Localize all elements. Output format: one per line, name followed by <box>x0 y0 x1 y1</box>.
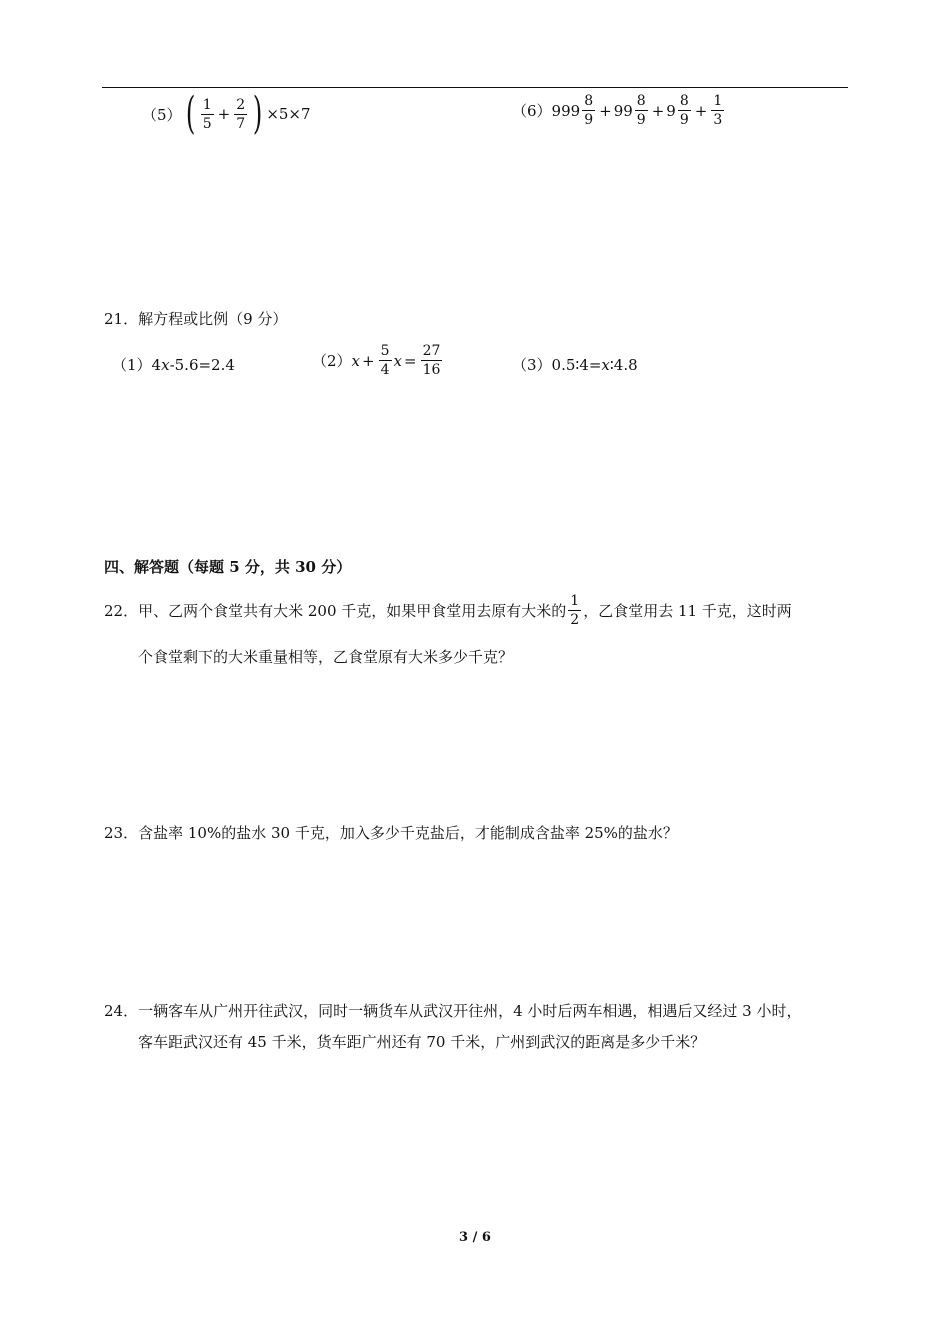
right-paren: ) <box>253 88 263 139</box>
q21-part1: （1） 4 x -5.6=2.4 <box>112 355 235 374</box>
q24-line1: 24．一辆客车从广州开往武汉，同时一辆货车从武汉开往州，4 小时后两车相遇，相遇后又经过 3 小时， <box>104 1002 802 1020</box>
part5-label: （5） <box>142 105 182 124</box>
page-number: 3 / 6 <box>459 1230 491 1245</box>
fraction-8-9-b: $\frac{8}{9}$ <box>636 93 646 128</box>
q24-line2: 客车距武汉还有 45 千米，货车距广州还有 70 千米，广州到武汉的距离是多少千米？ <box>138 1033 706 1051</box>
fraction-5-4: $\frac{5}{4}$ <box>380 343 390 378</box>
fraction-8-9-a: $\frac{8}{9}$ <box>584 93 594 128</box>
q21-title: 21．解方程或比例（9 分） <box>104 310 288 328</box>
q20-part5: （5） ( $\frac{1}{5}$ + $\frac{2}{7}$ ) ×5×7 <box>142 88 311 139</box>
q22-line2: 个食堂剩下的大米重量相等，乙食堂原有大米多少千克？ <box>138 648 514 666</box>
part6-label: （6） <box>512 102 552 120</box>
fraction-1-3: $\frac{1}{3}$ <box>713 93 723 128</box>
q20-part6: （6） 999 $\frac{8}{9}$ + 99 $\frac{8}{9}$ + 9 $\frac{8}{9}$ + $\frac{1}{3}$ <box>512 93 723 128</box>
fraction-8-9-c: $\frac{8}{9}$ <box>679 93 689 128</box>
left-paren: ( <box>185 88 195 139</box>
header-rule <box>102 87 848 88</box>
section4-title: 四、解答题（每题 5 分，共 30 分） <box>104 558 352 576</box>
fraction-1-2: $\frac{1}{2}$ <box>570 593 580 628</box>
fraction-27-16: $\frac{27}{16}$ <box>422 343 441 378</box>
q21-part3: （3） 0.5∶4= x ∶4.8 <box>512 355 638 374</box>
q21-part2: （2） x + $\frac{5}{4}$ x = $\frac{27}{16}$ <box>312 343 441 378</box>
q23-text: 23．含盐率 10%的盐水 30 千克，加入多少千克盐后，才能制成含盐率 25%的盐水？ <box>104 824 678 842</box>
part5-tail: ×5×7 <box>266 105 311 123</box>
fraction-2-7: $\frac{2}{7}$ <box>236 96 246 132</box>
fraction-1-5: $\frac{1}{5}$ <box>202 96 212 132</box>
q22-line1: 22．甲、乙两个食堂共有大米 200 千克，如果甲食堂用去原有大米的 $\frac{1}{2}$ ，乙食堂用去 11 千克，这时两 <box>104 593 792 628</box>
